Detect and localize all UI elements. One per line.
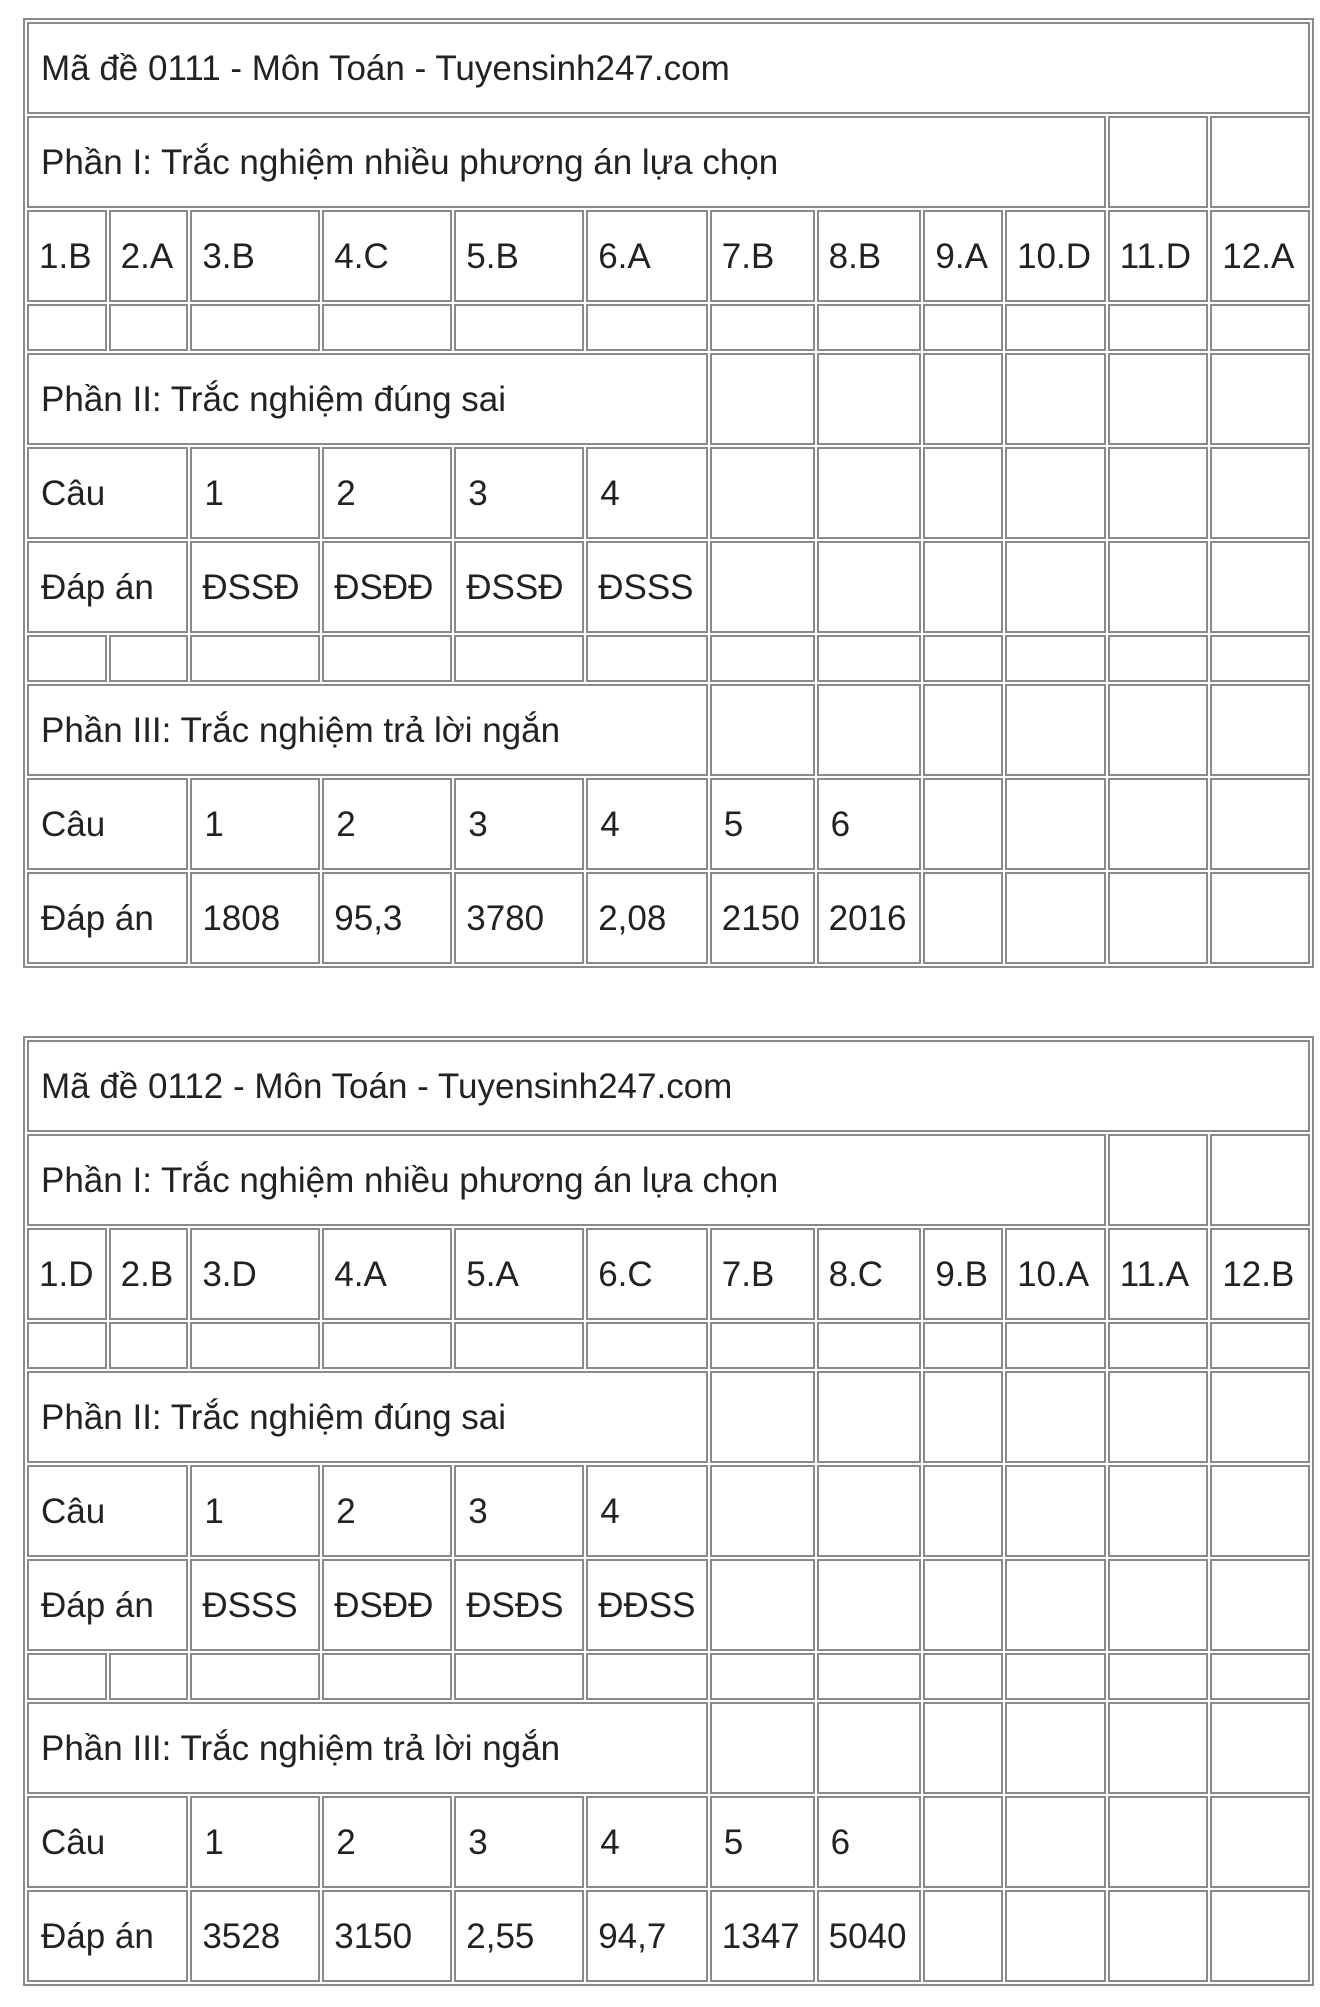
part1-answer-row: [27, 1228, 1310, 1320]
empty-cell: [1210, 1559, 1310, 1651]
empty-cell: [1005, 353, 1106, 445]
part3-heading: Phần III: Trắc nghiệm trả lời ngắn: [27, 1702, 708, 1794]
empty-cell: [1210, 1134, 1310, 1226]
part2-question-label: Câu: [27, 447, 188, 539]
empty-cell: [923, 778, 1003, 870]
empty-cell: [1108, 1559, 1209, 1651]
empty-cell: [710, 541, 815, 633]
part3-answer-2: 3150: [322, 1890, 452, 1982]
part2-answer-row: [27, 541, 1310, 633]
spacer-row: [27, 304, 1310, 351]
part1-answer-11: 11.A: [1108, 1228, 1209, 1320]
part2-question-row: [27, 447, 1310, 539]
empty-cell: [1005, 1796, 1106, 1888]
empty-cell: [923, 1465, 1003, 1557]
part2-question-3: 3: [454, 1465, 584, 1557]
empty-cell: [923, 684, 1003, 776]
part3-question-1: 1: [190, 778, 320, 870]
part3-question-2: 2: [322, 1796, 452, 1888]
part3-answer-5: 1347: [710, 1890, 815, 1982]
part1-answer-4: 4.A: [322, 1228, 452, 1320]
part1-answer-7: 7.B: [710, 210, 815, 302]
part3-question-label: Câu: [27, 1796, 188, 1888]
empty-cell: [1108, 1134, 1209, 1226]
spacer-row: [27, 1653, 1310, 1700]
empty-cell: [923, 1371, 1003, 1463]
empty-cell: [1005, 778, 1106, 870]
empty-cell: [1005, 684, 1106, 776]
part2-question-label: Câu: [27, 1465, 188, 1557]
empty-cell: [1210, 1796, 1310, 1888]
empty-cell: [1210, 541, 1310, 633]
part2-question-2: 2: [322, 447, 452, 539]
empty-cell: [1108, 778, 1209, 870]
empty-cell: [1005, 1890, 1106, 1982]
part1-answer-3: 3.B: [190, 210, 320, 302]
part1-answer-7: 7.B: [710, 1228, 815, 1320]
part3-answer-5: 2150: [710, 872, 815, 964]
empty-cell: [923, 1559, 1003, 1651]
answer-key-table-0111: [23, 18, 1314, 968]
part3-answer-row: [27, 872, 1310, 964]
part3-answer-4: 2,08: [586, 872, 708, 964]
empty-cell: [1210, 353, 1310, 445]
part2-answer-label: Đáp án: [27, 1559, 188, 1651]
part2-answer-row: [27, 1559, 1310, 1651]
empty-cell: [1210, 447, 1310, 539]
part1-answer-2: 2.A: [109, 210, 189, 302]
empty-cell: [1210, 1465, 1310, 1557]
empty-cell: [923, 1702, 1003, 1794]
spacer-row: [27, 635, 1310, 682]
part2-answer-3: ĐSĐS: [454, 1559, 584, 1651]
part3-question-2: 2: [322, 778, 452, 870]
empty-cell: [710, 1702, 815, 1794]
part3-answer-6: 2016: [817, 872, 922, 964]
part3-answer-3: 3780: [454, 872, 584, 964]
empty-cell: [1108, 1465, 1209, 1557]
part2-question-3: 3: [454, 447, 584, 539]
empty-cell: [1005, 872, 1106, 964]
empty-cell: [1210, 684, 1310, 776]
empty-cell: [817, 1702, 922, 1794]
part2-answer-4: ĐĐSS: [586, 1559, 708, 1651]
part1-answer-2: 2.B: [109, 1228, 189, 1320]
part1-answer-10: 10.A: [1005, 1228, 1106, 1320]
empty-cell: [1005, 1465, 1106, 1557]
part1-answer-6: 6.A: [586, 210, 708, 302]
part3-question-5: 5: [710, 1796, 815, 1888]
part2-answer-4: ĐSSS: [586, 541, 708, 633]
part3-question-6: 6: [817, 1796, 922, 1888]
part2-answer-label: Đáp án: [27, 541, 188, 633]
empty-cell: [923, 1796, 1003, 1888]
part3-question-row: [27, 1796, 1310, 1888]
part1-answer-row: [27, 210, 1310, 302]
part2-question-4: 4: [586, 1465, 708, 1557]
empty-cell: [1108, 447, 1209, 539]
part1-answer-11: 11.D: [1108, 210, 1209, 302]
spacer-row: [27, 1322, 1310, 1369]
empty-cell: [1005, 1559, 1106, 1651]
empty-cell: [710, 353, 815, 445]
empty-cell: [923, 541, 1003, 633]
part2-answer-2: ĐSĐĐ: [322, 541, 452, 633]
part1-answer-1: 1.D: [27, 1228, 107, 1320]
empty-cell: [817, 447, 922, 539]
empty-cell: [1108, 684, 1209, 776]
part2-question-1: 1: [190, 1465, 320, 1557]
part3-question-3: 3: [454, 778, 584, 870]
empty-cell: [817, 1465, 922, 1557]
empty-cell: [817, 353, 922, 445]
empty-cell: [1005, 541, 1106, 633]
part1-heading: Phần I: Trắc nghiệm nhiều phương án lựa chọn: [27, 116, 1106, 208]
part3-answer-3: 2,55: [454, 1890, 584, 1982]
empty-cell: [817, 684, 922, 776]
part1-answer-12: 12.A: [1210, 210, 1310, 302]
part3-question-1: 1: [190, 1796, 320, 1888]
part1-answer-5: 5.B: [454, 210, 584, 302]
empty-cell: [1108, 1890, 1209, 1982]
part3-question-row: [27, 778, 1310, 870]
exam-code-title: Mã đề 0111 - Môn Toán - Tuyensinh247.com: [27, 22, 1310, 114]
part3-answer-1: 3528: [190, 1890, 320, 1982]
part3-question-3: 3: [454, 1796, 584, 1888]
empty-cell: [710, 1559, 815, 1651]
part3-question-4: 4: [586, 1796, 708, 1888]
empty-cell: [817, 1371, 922, 1463]
part2-answer-3: ĐSSĐ: [454, 541, 584, 633]
part3-heading: Phần III: Trắc nghiệm trả lời ngắn: [27, 684, 708, 776]
empty-cell: [923, 1890, 1003, 1982]
part3-answer-label: Đáp án: [27, 872, 188, 964]
empty-cell: [1108, 1702, 1209, 1794]
part2-answer-1: ĐSSS: [190, 1559, 320, 1651]
exam-code-title: Mã đề 0112 - Môn Toán - Tuyensinh247.com: [27, 1040, 1310, 1132]
empty-cell: [710, 1371, 815, 1463]
part3-answer-row: [27, 1890, 1310, 1982]
empty-cell: [1210, 778, 1310, 870]
part3-answer-2: 95,3: [322, 872, 452, 964]
part3-answer-label: Đáp án: [27, 1890, 188, 1982]
part3-question-6: 6: [817, 778, 922, 870]
empty-cell: [817, 1559, 922, 1651]
part3-question-4: 4: [586, 778, 708, 870]
part1-answer-4: 4.C: [322, 210, 452, 302]
part1-answer-6: 6.C: [586, 1228, 708, 1320]
part1-heading: Phần I: Trắc nghiệm nhiều phương án lựa chọn: [27, 1134, 1106, 1226]
part2-heading: Phần II: Trắc nghiệm đúng sai: [27, 1371, 708, 1463]
part1-answer-8: 8.C: [817, 1228, 922, 1320]
empty-cell: [1210, 1702, 1310, 1794]
part1-answer-12: 12.B: [1210, 1228, 1310, 1320]
empty-cell: [1005, 1702, 1106, 1794]
part1-answer-9: 9.A: [923, 210, 1003, 302]
empty-cell: [1108, 1796, 1209, 1888]
empty-cell: [1108, 116, 1209, 208]
empty-cell: [710, 1465, 815, 1557]
empty-cell: [710, 684, 815, 776]
empty-cell: [923, 353, 1003, 445]
empty-cell: [1005, 1371, 1106, 1463]
part1-answer-5: 5.A: [454, 1228, 584, 1320]
empty-cell: [710, 447, 815, 539]
empty-cell: [1108, 872, 1209, 964]
part2-question-row: [27, 1465, 1310, 1557]
part1-answer-1: 1.B: [27, 210, 107, 302]
empty-cell: [1210, 1371, 1310, 1463]
part2-question-1: 1: [190, 447, 320, 539]
empty-cell: [1210, 872, 1310, 964]
part1-answer-3: 3.D: [190, 1228, 320, 1320]
part2-answer-1: ĐSSĐ: [190, 541, 320, 633]
part3-answer-4: 94,7: [586, 1890, 708, 1982]
part3-answer-6: 5040: [817, 1890, 922, 1982]
part1-answer-8: 8.B: [817, 210, 922, 302]
empty-cell: [1108, 353, 1209, 445]
empty-cell: [923, 447, 1003, 539]
part2-heading: Phần II: Trắc nghiệm đúng sai: [27, 353, 708, 445]
empty-cell: [1210, 1890, 1310, 1982]
empty-cell: [1005, 447, 1106, 539]
empty-cell: [1108, 541, 1209, 633]
part2-answer-2: ĐSĐĐ: [322, 1559, 452, 1651]
part2-question-4: 4: [586, 447, 708, 539]
empty-cell: [923, 872, 1003, 964]
empty-cell: [1210, 116, 1310, 208]
part3-answer-1: 1808: [190, 872, 320, 964]
part1-answer-10: 10.D: [1005, 210, 1106, 302]
answer-key-table-0112: [23, 1036, 1314, 1986]
part3-question-label: Câu: [27, 778, 188, 870]
part1-answer-9: 9.B: [923, 1228, 1003, 1320]
empty-cell: [817, 541, 922, 633]
part3-question-5: 5: [710, 778, 815, 870]
empty-cell: [1108, 1371, 1209, 1463]
part2-question-2: 2: [322, 1465, 452, 1557]
